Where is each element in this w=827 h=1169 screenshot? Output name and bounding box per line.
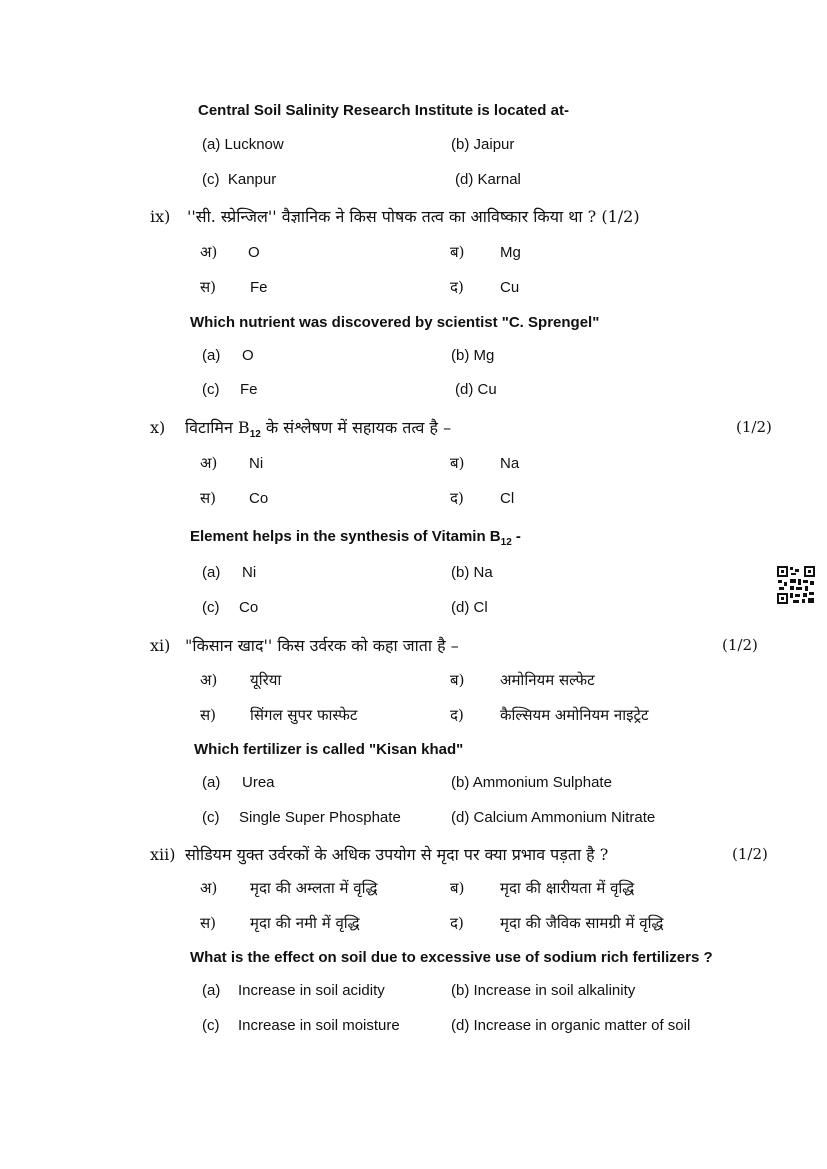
q8-option-a: (a) Lucknow [202,136,284,153]
q12-hi-option-a: अ) मृदा की अम्लता में वृद्धि [200,879,378,897]
q9-hi-option-d: द) Cu [450,278,520,296]
q11-hi-option-d: द) कैल्सियम अमोनियम नाइट्रेट [450,706,649,724]
q9-question-hi: ''सी. स्प्रेन्जिल'' वैज्ञानिक ने किस पोषक तत्व का आविष्कार किया था ? (1/2) [187,207,640,226]
q11-marks: (1/2) [722,636,758,654]
q9-en-option-c: (c) Fe [202,381,258,398]
q9-en-option-a: (a) O [202,347,254,364]
q9-hi-option-a: अ) O [200,243,260,261]
q12-hi-option-c: स) मृदा की नमी में वृद्धि [200,914,360,932]
q10-en-option-c: (c) Co [202,599,259,616]
q10-en-option-d: (d) Cl [451,599,488,616]
q9-number: ix) [150,207,171,226]
q11-en-option-d: (d) Calcium Ammonium Nitrate [451,809,656,826]
q12-hi-option-b: ब) मृदा की क्षारीयता में वृद्धि [450,879,635,897]
q11-en-option-b: (b) Ammonium Sulphate [451,774,612,791]
q8-option-b: (b) Jaipur [451,136,515,153]
q10-question-en: Element helps in the synthesis of Vitamin $B_{12}$ - [190,528,521,548]
q9-question-en: Which nutrient was discovered by scientist "C. Sprengel" [190,314,600,331]
q12-en-option-a: (a) Increase in soil acidity [202,982,385,999]
q10-marks: (1/2) [736,418,772,436]
q9-hi-option-c: स) Fe [200,278,268,296]
q10-hi-option-d: द) Cl [450,489,515,507]
q11-hi-option-b: ब) अमोनियम सल्फेट [450,671,595,689]
q8-question-en: Central Soil Salinity Research Institute is located at- [198,102,569,119]
q10-hi-option-c: स) Co [200,489,269,507]
q8-option-c: (c) Kanpur [202,171,277,188]
q11-number: xi) [150,636,171,655]
q10-number: x) [150,418,166,437]
q10-en-option-a: (a) Ni [202,564,257,581]
q12-en-option-c: (c) Increase in soil moisture [202,1017,400,1034]
q12-hi-option-d: द) मृदा की जैविक सामग्री में वृद्धि [450,914,664,932]
q11-question-en: Which fertilizer is called "Kisan khad" [194,741,464,758]
q11-question-hi: "किसान खाद'' किस उर्वरक को कहा जाता है – [185,636,459,655]
q12-marks: (1/2) [732,845,768,863]
qr-code-icon [776,565,816,605]
q12-question-en: What is the effect on soil due to excessive use of sodium rich fertilizers ? [190,949,713,966]
q11-en-option-c: (c) Single Super Phosphate [202,809,401,826]
q12-en-option-b: (b) Increase in soil alkalinity [451,982,636,999]
q9-en-option-d: (d) Cu [455,381,497,398]
q9-hi-option-b: ब) Mg [450,243,521,261]
q12-en-option-d: (d) Increase in organic matter of soil [451,1017,691,1034]
q12-question-hi: सोडियम युक्त उर्वरकों के अधिक उपयोग से मृदा पर क्या प्रभाव पड़ता है ? [185,845,609,864]
q12-number: xii) [150,845,176,864]
q11-en-option-a: (a) Urea [202,774,275,791]
q11-hi-option-c: स) सिंगल सुपर फास्फेट [200,706,358,724]
q9-en-option-b: (b) Mg [451,347,495,364]
q10-en-option-b: (b) Na [451,564,493,581]
q8-option-d: (d) Karnal [455,171,521,188]
q10-hi-option-b: ब) Na [450,454,520,472]
q10-hi-option-a: अ) Ni [200,454,264,472]
q10-question-hi: विटामिन $B_{12}$ के संश्लेषण में सहायक तत्व है – [185,418,452,441]
q11-hi-option-a: अ) यूरिया [200,671,282,689]
